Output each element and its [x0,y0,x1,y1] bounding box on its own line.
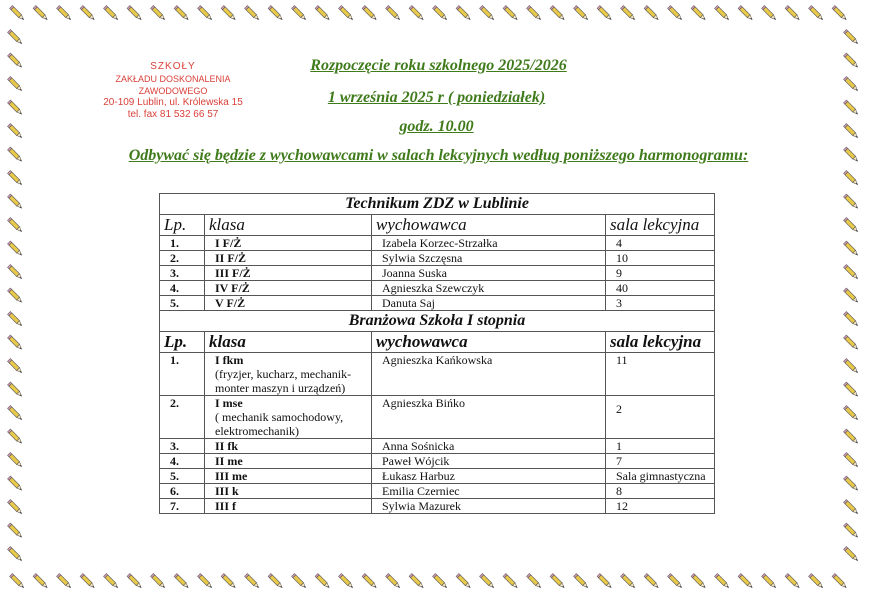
column-klasa: klasa [205,215,372,236]
class-cell [205,353,372,396]
pencil-icon [785,574,801,590]
column-wychowawca: wychowawca [372,215,606,236]
pencil-icon [832,6,848,22]
pencil-icon [844,500,860,516]
table-row [160,484,715,499]
pencil-icon [644,6,660,22]
start-date: 1 września 2025 r ( poniedziałek) [327,89,546,106]
pencil-icon [844,288,860,304]
pencil-icon [844,312,860,328]
pencil-icon [409,574,425,590]
pencil-icon [8,288,24,304]
teacher-name: Emilia Czerniec [372,484,606,499]
pencil-icon [127,574,143,590]
row-number: 6. [160,484,205,499]
class-name: III me [205,469,372,484]
pencil-icon [8,194,24,210]
table-row [160,396,715,439]
pencil-icon [644,574,660,590]
column-lp: Lp. [160,215,205,236]
pencil-icon [8,241,24,257]
pencil-icon [762,574,778,590]
pencil-icon [8,429,24,445]
pencil-icon [339,6,355,22]
pencil-icon [386,574,402,590]
pencil-icon [292,574,308,590]
row-number: 1. [160,236,205,251]
pencil-icon [433,6,449,22]
row-number: 4. [160,454,205,469]
pencil-icon [8,171,24,187]
pencil-icon [456,574,472,590]
row-number: 7. [160,499,205,514]
pencil-icon [574,6,590,22]
pencil-icon [527,574,543,590]
table-row [160,281,715,296]
column-sala: sala lekcyjna [606,332,715,353]
row-number: 4. [160,281,205,296]
pencil-icon [8,218,24,234]
pencil-icon [221,574,237,590]
table-row [160,266,715,281]
class-description: (fryzjer, kucharz, mechanik-monter maszyn i urządzeń) [215,367,352,395]
pencil-icon [8,500,24,516]
pencil-icon [268,574,284,590]
pencil-icon [8,312,24,328]
pencil-icon [8,382,24,398]
pencil-icon [80,574,96,590]
room: 2 [606,396,715,439]
pencil-icon [844,453,860,469]
pencil-icon [10,6,26,22]
teacher-name: Łukasz Harbuz [372,469,606,484]
table-row [160,251,715,266]
table-row [160,499,715,514]
teacher-name: Sylwia Mazurek [372,499,606,514]
pencil-icon [844,241,860,257]
pencil-icon [104,6,120,22]
class-name: III k [205,484,372,499]
teacher-name: Agnieszka Kańkowska [372,353,606,396]
pencil-icon [844,476,860,492]
pencil-icon [8,547,24,563]
pencil-icon [456,6,472,22]
pencil-icon [785,6,801,22]
start-time: godz. 10.00 [399,118,474,135]
room: 3 [606,296,715,311]
pencil-icon [597,574,613,590]
pencil-icon [844,406,860,422]
class-name: I F/Ż [205,236,372,251]
table-row [160,469,715,484]
room: 11 [606,353,715,396]
room: 9 [606,266,715,281]
pencil-icon [198,574,214,590]
row-number: 2. [160,251,205,266]
pencil-icon [668,6,684,22]
pencil-icon [174,6,190,22]
pencil-icon [597,6,613,22]
room: 40 [606,281,715,296]
pencil-icon [844,523,860,539]
pencil-icon [550,6,566,22]
table-row [160,236,715,251]
class-description: ( mechanik samochodowy, elektromechanik) [215,410,344,438]
pencil-icon [221,6,237,22]
pencil-icon [844,30,860,46]
row-number: 3. [160,266,205,281]
pencil-icon [33,6,49,22]
pencil-icon [362,574,378,590]
class-name: II F/Ż [205,251,372,266]
pencil-icon [8,476,24,492]
teacher-name: Agnieszka Bińko [372,396,606,439]
pencil-icon [174,574,190,590]
pencil-icon [844,194,860,210]
pencil-icon [550,574,566,590]
technikum-title: Technikum ZDZ w Lublinie [160,194,715,215]
pencil-icon [292,6,308,22]
table-row [160,353,715,396]
pencil-icon [844,382,860,398]
column-lp: Lp. [160,332,205,353]
pencil-icon [480,574,496,590]
room: 10 [606,251,715,266]
pencil-icon [844,547,860,563]
pencil-icon [844,429,860,445]
column-klasa: klasa [205,332,372,353]
pencil-icon [738,574,754,590]
pencil-icon [315,6,331,22]
class-cell [205,396,372,439]
pencil-icon [844,359,860,375]
pencil-icon [339,574,355,590]
pencil-icon [151,574,167,590]
room: 12 [606,499,715,514]
column-sala: sala lekcyjna [606,215,715,236]
class-name: V F/Ż [205,296,372,311]
class-name: II me [205,454,372,469]
teacher-name: Danuta Saj [372,296,606,311]
pencil-icon [738,6,754,22]
pencil-icon [104,574,120,590]
pencil-icon [832,574,848,590]
pencil-icon [8,335,24,351]
pencil-icon [621,6,637,22]
pencil-icon [409,6,425,22]
teacher-name: Sylwia Szczęsna [372,251,606,266]
class-name: I fkm [215,353,244,367]
pencil-icon [8,406,24,422]
pencil-icon [621,574,637,590]
pencil-icon [362,6,378,22]
table-row [160,296,715,311]
stamp-line-2: ZAKŁADU DOSKONALENIA ZAWODOWEGO [115,74,231,96]
pencil-icon [268,6,284,22]
pencil-icon [503,574,519,590]
schedule-note: Odbywać się będzie z wychowawcami w salach lekcyjnych według poniższego harmonogramu: [128,147,749,164]
pencil-icon [668,574,684,590]
room: 7 [606,454,715,469]
table-row [160,439,715,454]
pencil-icon [503,6,519,22]
pencil-icon [691,574,707,590]
row-number: 5. [160,469,205,484]
class-name: II fk [205,439,372,454]
pencil-icon [809,574,825,590]
pencil-icon [80,6,96,22]
branzowa-title: Branżowa Szkoła I stopnia [160,311,715,332]
teacher-name: Anna Sośnicka [372,439,606,454]
stamp-line-3: 20-109 Lublin, ul. Królewska 15 [103,97,243,108]
pencil-icon [8,265,24,281]
pencil-icon [574,574,590,590]
pencil-icon [245,6,261,22]
pencil-icon [198,6,214,22]
pencil-icon [57,574,73,590]
pencil-icon [762,6,778,22]
teacher-name: Agnieszka Szewczyk [372,281,606,296]
pencil-icon [809,6,825,22]
pencil-icon [844,265,860,281]
class-name: IV F/Ż [205,281,372,296]
pencil-icon [315,574,331,590]
pencil-icon [245,574,261,590]
pencil-icon [8,30,24,46]
pencil-icon [33,574,49,590]
teacher-name: Joanna Suska [372,266,606,281]
pencil-icon [844,171,860,187]
pencil-icon [127,6,143,22]
pencil-icon [480,6,496,22]
pencil-icon [433,574,449,590]
page-title: Rozpoczęcie roku szkolnego 2025/2026 [310,57,567,74]
pencil-icon [691,6,707,22]
pencil-icon [844,335,860,351]
pencil-icon [8,453,24,469]
row-number: 2. [160,396,205,439]
pencil-icon [715,6,731,22]
pencil-icon [57,6,73,22]
pencil-icon [527,6,543,22]
pencil-icon [10,574,26,590]
pencil-icon [715,574,731,590]
class-name: III F/Ż [205,266,372,281]
room: 4 [606,236,715,251]
pencil-icon [8,523,24,539]
column-wychowawca: wychowawca [372,332,606,353]
stamp-line-1: SZKOŁY [150,61,196,72]
row-number: 3. [160,439,205,454]
room: Sala gimnastyczna [606,469,715,484]
stamp-line-4: tel. fax 81 532 66 57 [127,109,219,120]
class-name: I mse [215,396,243,410]
teacher-name: Paweł Wójcik [372,454,606,469]
row-number: 5. [160,296,205,311]
schedule-table [159,193,715,514]
room: 8 [606,484,715,499]
pencil-icon [151,6,167,22]
pencil-icon [386,6,402,22]
table-row [160,454,715,469]
class-name: III f [205,499,372,514]
teacher-name: Izabela Korzec-Strzałka [372,236,606,251]
pencil-icon [844,218,860,234]
pencil-icon [8,359,24,375]
row-number: 1. [160,353,205,396]
room: 1 [606,439,715,454]
